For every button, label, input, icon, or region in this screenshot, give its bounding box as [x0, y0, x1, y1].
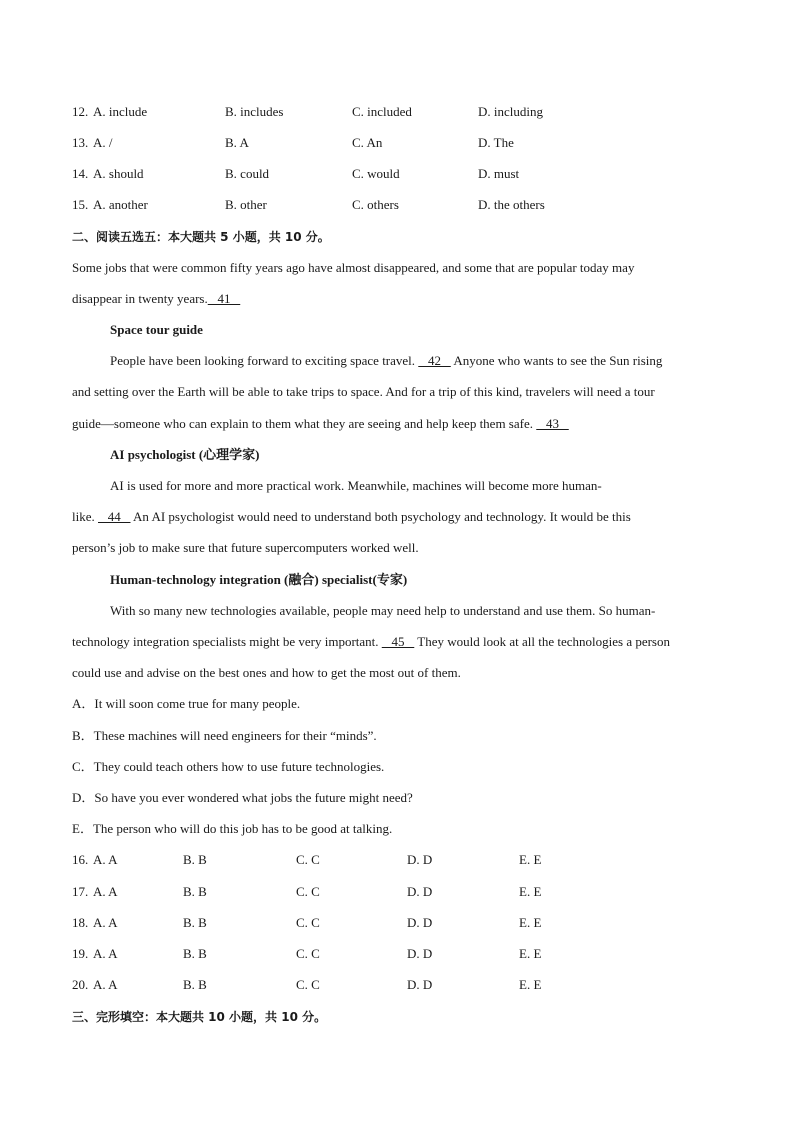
option-d: D. must [478, 166, 520, 181]
question-16 [72, 852, 732, 868]
paragraph-text: An AI psychologist would need to understand both psychology and technology. It would be this [130, 509, 631, 524]
paragraph-text: guide—someone who can explain to them what they are seeing and help keep them safe. [72, 416, 537, 431]
option-e: E. E [519, 884, 542, 899]
space-guide-line-2: and setting over the Earth will be able to take trips to space. And for a trip of this kind, travelers will need a tour [72, 384, 655, 399]
ai-psych-line-2 [72, 509, 631, 525]
option-a: A. should [93, 166, 144, 181]
option-c: C. An [352, 135, 383, 150]
paragraph-text: Anyone who wants to see the Sun rising [450, 353, 663, 368]
option-d: D. The [478, 135, 514, 150]
specialist-line-1: With so many new technologies available, people may need help to understand and use them. So human- [110, 603, 656, 618]
option-e: E. E [519, 946, 542, 961]
space-guide-line-1 [110, 353, 662, 369]
choice-b: B．These machines will need engineers for their “minds”. [72, 728, 377, 743]
option-a: A. A [93, 915, 118, 930]
paragraph-text: like. [72, 509, 98, 524]
option-c: C. C [296, 946, 320, 961]
option-c: C. would [352, 166, 400, 181]
choice-c: C．They could teach others how to use future technologies. [72, 759, 385, 774]
option-c: C. included [352, 104, 412, 119]
option-c: C. others [352, 197, 399, 212]
option-c: C. C [296, 852, 320, 867]
specialist-line-2 [72, 634, 670, 650]
option-e: E. E [519, 977, 542, 992]
blank-41: 41 [207, 291, 241, 306]
question-number: 13. [72, 135, 89, 150]
blank-44: 44 [98, 509, 131, 524]
option-d: D. D [407, 884, 433, 899]
paragraph-text: People have been looking forward to exciting space travel. [110, 353, 419, 368]
section-2-heading: 二、阅读五选五：本大题共 5 小题，共 10 分。 [72, 230, 330, 244]
subheading-ai-psychologist: AI psychologist (心理学家) [110, 447, 260, 462]
question-number: 19. [72, 946, 89, 961]
question-14 [72, 166, 732, 182]
question-18 [72, 915, 732, 931]
option-c: C. C [296, 977, 320, 992]
option-b: B. B [183, 946, 207, 961]
option-c: C. C [296, 884, 320, 899]
subheading-integration-specialist: Human-technology integration (融合) specialist(专家) [110, 572, 408, 587]
subheading-space-tour-guide: Space tour guide [110, 322, 203, 337]
option-e: E. E [519, 852, 542, 867]
option-a: A. include [93, 104, 148, 119]
option-d: D. including [478, 104, 543, 119]
option-d: D. D [407, 852, 433, 867]
question-number: 14. [72, 166, 89, 181]
option-a: A. A [93, 977, 118, 992]
section-3-heading: 三、完形填空：本大题共 10 小题，共 10 分。 [72, 1010, 327, 1024]
question-number: 20. [72, 977, 89, 992]
choice-e: E．The person who will do this job has to be good at talking. [72, 821, 393, 836]
question-number: 12. [72, 104, 89, 119]
ai-psych-line-3: person’s job to make sure that future supercomputers worked well. [72, 540, 419, 555]
question-20 [72, 977, 732, 993]
option-d: D. D [407, 915, 433, 930]
option-b: B. other [225, 197, 267, 212]
question-17 [72, 884, 732, 900]
reading-intro-line-1: Some jobs that were common fifty years ago have almost disappeared, and some that are popular today may [72, 260, 635, 275]
option-c: C. C [296, 915, 320, 930]
option-d: D. the others [478, 197, 545, 212]
blank-43: 43 [536, 416, 569, 431]
ai-psych-line-1: AI is used for more and more practical work. Meanwhile, machines will become more human- [110, 478, 602, 493]
option-b: B. includes [225, 104, 284, 119]
space-guide-line-3 [72, 416, 569, 432]
option-a: A. A [93, 884, 118, 899]
question-15 [72, 197, 732, 213]
option-b: B. B [183, 915, 207, 930]
choice-a: A．It will soon come true for many people. [72, 696, 301, 711]
question-12 [72, 104, 732, 120]
option-b: B. B [183, 977, 207, 992]
option-a: A. A [93, 946, 118, 961]
option-b: B. B [183, 852, 207, 867]
specialist-line-3: could use and advise on the best ones and how to get the most out of them. [72, 665, 461, 680]
paragraph-text: technology integration specialists might be very important. [72, 634, 382, 649]
intro-text: disappear in twenty years. [72, 291, 208, 306]
option-d: D. D [407, 946, 433, 961]
question-19 [72, 946, 732, 962]
question-number: 17. [72, 884, 89, 899]
blank-45: 45 [381, 634, 415, 649]
option-b: B. A [225, 135, 249, 150]
choice-d: D．So have you ever wondered what jobs the future might need? [72, 790, 413, 805]
question-number: 18. [72, 915, 89, 930]
option-a: A. / [93, 135, 113, 150]
option-e: E. E [519, 915, 542, 930]
option-d: D. D [407, 977, 433, 992]
question-number: 15. [72, 197, 89, 212]
option-b: B. B [183, 884, 207, 899]
option-a: A. A [93, 852, 118, 867]
blank-42: 42 [418, 353, 451, 368]
option-a: A. another [93, 197, 148, 212]
option-b: B. could [225, 166, 270, 181]
reading-intro-line-2 [72, 291, 240, 307]
question-number: 16. [72, 852, 89, 867]
question-13 [72, 135, 732, 151]
paragraph-text: They would look at all the technologies a person [414, 634, 670, 649]
